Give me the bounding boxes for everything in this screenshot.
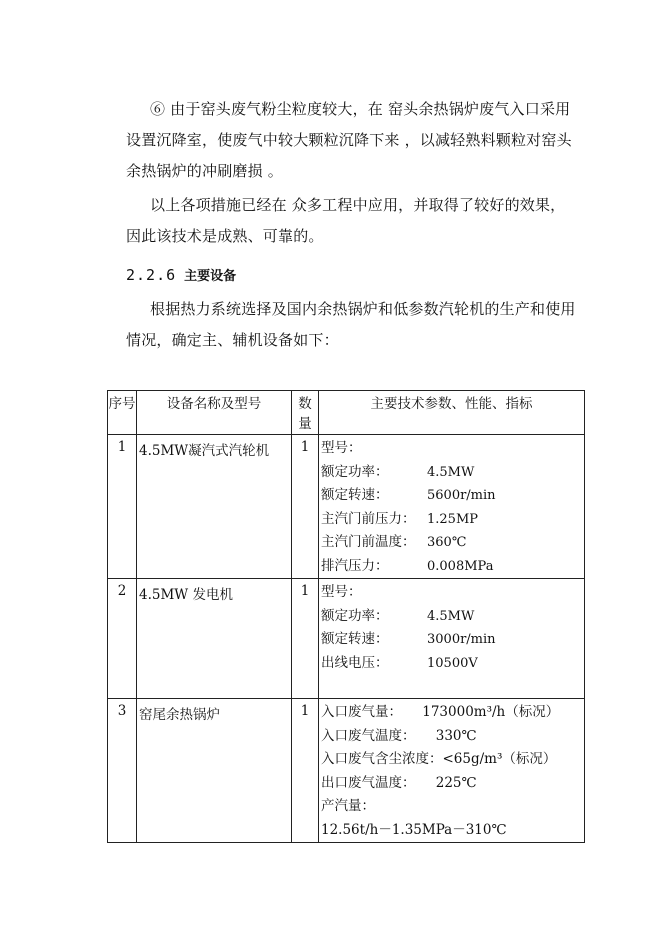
spec-line: 主汽门前温度： 360℃ [321,534,467,550]
row-seq: 3 [108,699,137,843]
table-row [108,699,585,843]
paragraph-text: ⑥ 由于窑头废气粉尘粒度较大，在 窑头余热锅炉废气入口采用设置沉降室，使废气中较大颗粒沉降下来 ，以减轻熟料颗粒对窑头余热锅炉的冲刷磨损 。 [126,100,572,180]
table-header-row [108,391,585,435]
equipment-table [107,390,585,843]
row-name: 窑尾余热锅炉 [137,699,292,843]
row-seq: 2 [108,579,137,699]
spec-line: 入口废气含尘浓度：<65g/m³（标况） [321,751,557,767]
paragraph-text: 以上各项措施已经在 众多工程中应用，并取得了较好的效果，因此该技术是成熟、可靠的。 [126,196,566,245]
row-name: 4.5MW凝汽式汽轮机 [137,435,292,579]
row-seq: 1 [108,435,137,579]
paragraph-equipment-intro [126,294,576,356]
spec-line: 额定功率： 4.5MW [321,463,475,480]
spec-line: 12.56t/h－1.35MPa－310℃ [321,821,507,838]
spec-line: 产汽量： [321,798,375,814]
header-name: 设备名称及型号 [137,391,292,435]
spec-line: 型号： [321,584,362,600]
row-name: 4.5MW 发电机 [137,579,292,699]
header-seq: 序号 [108,391,137,435]
header-spec: 主要技术参数、性能、指标 [319,391,585,435]
row-specs [319,435,585,579]
spec-line: 主汽门前压力： 1.25MP [321,510,479,527]
paragraph-measures-summary [126,190,576,252]
row-specs [319,579,585,699]
spec-line: 排汽压力： 0.008MPa [321,557,494,574]
spec-line: 入口废气温度： 330℃ [321,727,477,744]
section-number: 2.2.6 [126,266,177,284]
spec-line: 额定转速： 5600r/min [321,487,496,503]
table-row [108,579,585,699]
header-qty: 数量 [292,391,319,435]
table-row [108,435,585,579]
row-qty: 1 [292,579,319,699]
spec-line: 型号： [321,440,362,456]
row-qty: 1 [292,435,319,579]
section-title: 主要设备 [184,269,237,284]
spec-line: 额定转速： 3000r/min [321,631,496,647]
paragraph-dust-settling [126,94,576,187]
section-heading [126,260,236,292]
spec-line: 入口废气量： 173000m³/h（标况） [321,704,560,720]
row-qty: 1 [292,699,319,843]
row-specs [319,699,585,843]
spec-line: 额定功率： 4.5MW [321,607,475,624]
spec-line: 出口废气温度： 225℃ [321,774,477,791]
spec-line: 出线电压： 10500V [321,654,478,671]
paragraph-text: 根据热力系统选择及国内余热锅炉和低参数汽轮机的生产和使用情况，确定主、辅机设备如下： [126,300,576,349]
